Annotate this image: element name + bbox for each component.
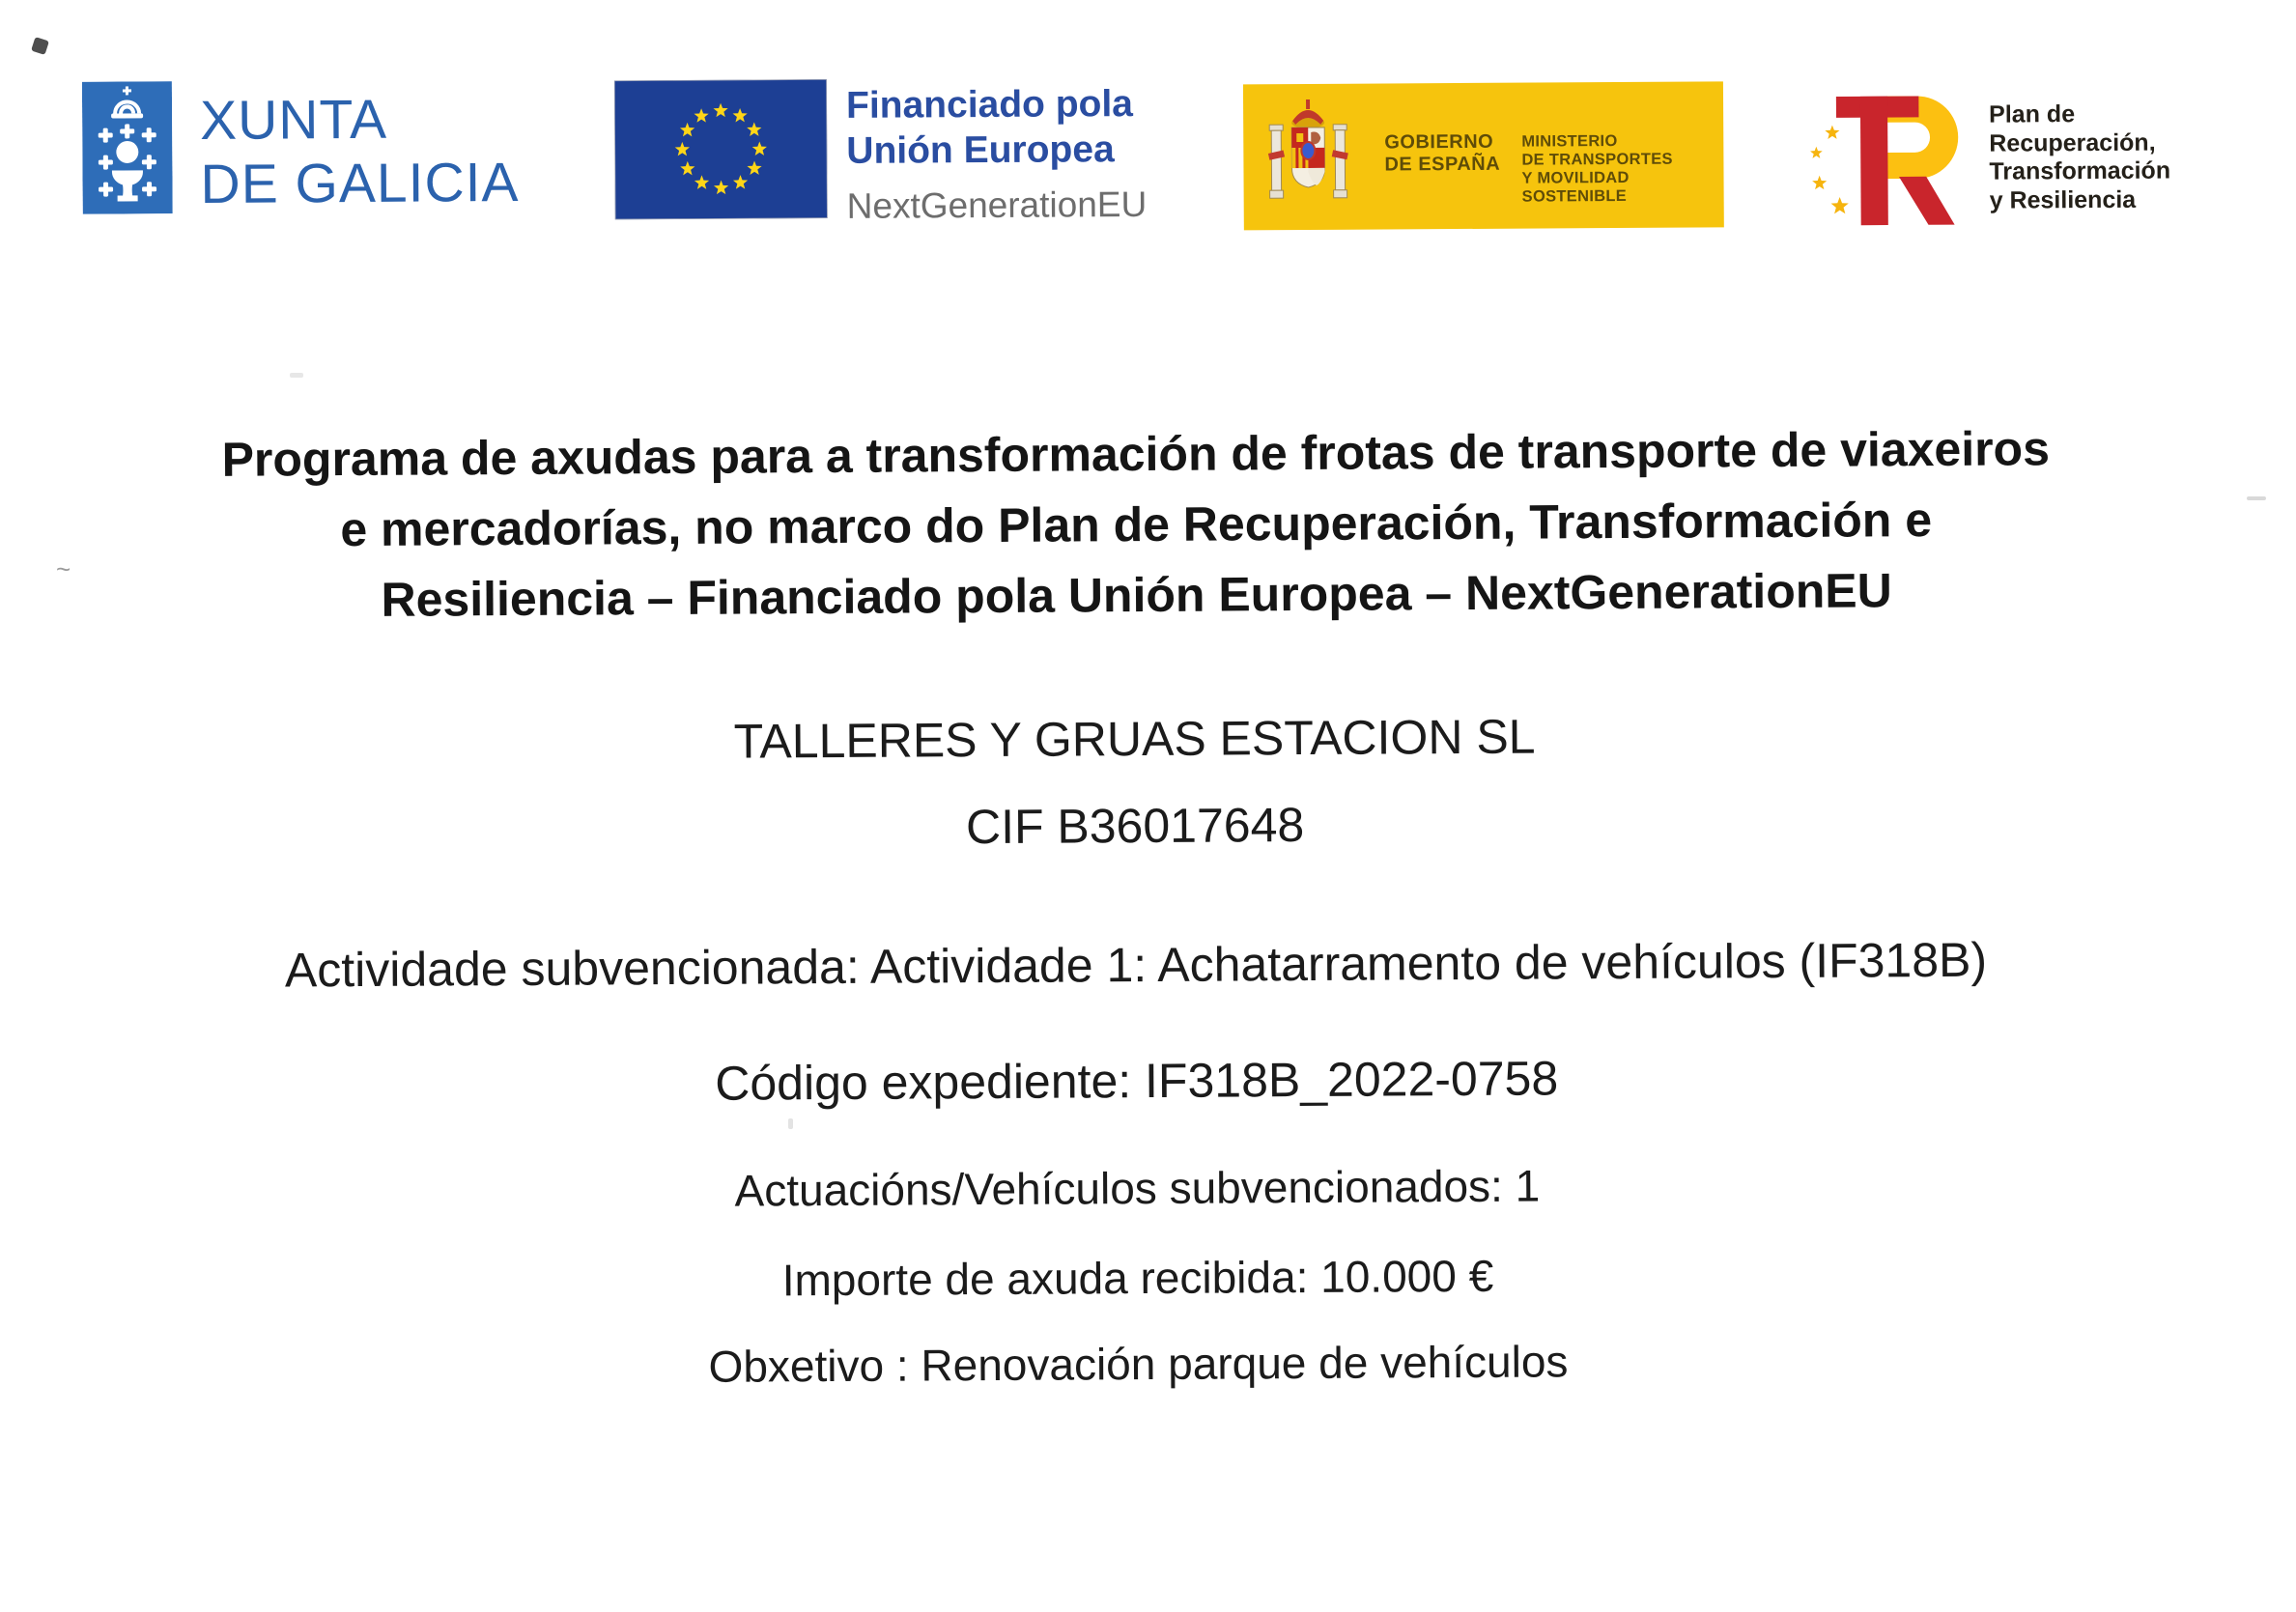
ministerio-line1: MINISTERIO xyxy=(1521,132,1618,151)
program-title-line3: Resiliencia – Financiado pola Unión Europea – NextGenerationEU xyxy=(381,563,1892,627)
aid-amount: Importe de axuda recibida: 10.000 € xyxy=(781,1250,1494,1306)
gobierno-espana-label xyxy=(1384,131,1500,177)
xunta-line2: DE GALICIA xyxy=(200,151,520,215)
program-title-line1: Programa de axudas para a transformación de frotas de transporte de viaxeiros xyxy=(221,421,2051,487)
spain-coat-of-arms-icon xyxy=(1266,97,1350,217)
scan-artifact xyxy=(290,373,303,378)
ministerio-label xyxy=(1521,131,1723,206)
nextgeneration-eu-label: NextGenerationEU xyxy=(846,184,1148,226)
eu-funding-text xyxy=(846,81,1147,228)
prtr-label xyxy=(1989,100,2170,215)
prtr-line3: Transformación xyxy=(1989,156,2171,185)
gobierno-line2: DE ESPAÑA xyxy=(1384,153,1501,176)
ministerio-line2: DE TRANSPORTES xyxy=(1521,150,1673,169)
ministerio-line3: Y MOVILIDAD SOSTENIBLE xyxy=(1521,168,1630,206)
eu-funding-line1: Financiado pola xyxy=(845,83,1134,127)
subsidized-activity: Actividade subvencionada: Actividade 1: Achatarramento de vehículos (IF318B) xyxy=(284,932,1988,998)
gobierno-line1: GOBIERNO xyxy=(1384,130,1494,154)
eu-flag-icon xyxy=(614,79,828,219)
eu-funding-line2: Unión Europea xyxy=(846,128,1115,172)
subsidized-actions: Actuacións/Vehículos subvencionados: 1 xyxy=(734,1160,1541,1216)
program-title xyxy=(26,412,2246,637)
beneficiary-cif: CIF B36017648 xyxy=(965,798,1305,855)
scan-artifact xyxy=(2247,496,2266,500)
scan-artifact: ~ xyxy=(56,554,71,583)
objective: Obxetivo : Renovación parque de vehículos xyxy=(708,1336,1569,1392)
file-code: Código expediente: IF318B_2022-0758 xyxy=(715,1051,1559,1111)
beneficiary-company: TALLERES Y GRUAS ESTACION SL xyxy=(733,709,1536,769)
prtr-line1: Plan de xyxy=(1989,100,2076,128)
gobierno-espana-banner xyxy=(1243,81,1724,230)
prtr-line2: Recuperación, xyxy=(1989,128,2156,157)
prtr-logo-icon xyxy=(1801,88,1974,232)
prtr-line4: y Resiliencia xyxy=(1989,185,2137,214)
xunta-line1: XUNTA xyxy=(199,88,388,152)
program-title-line2: e mercadorías, no marco do Plan de Recuperación, Transformación e xyxy=(340,493,1933,557)
scan-artifact xyxy=(788,1118,793,1129)
xunta-galicia-emblem-icon xyxy=(82,81,173,214)
xunta-galicia-wordmark xyxy=(200,87,520,216)
